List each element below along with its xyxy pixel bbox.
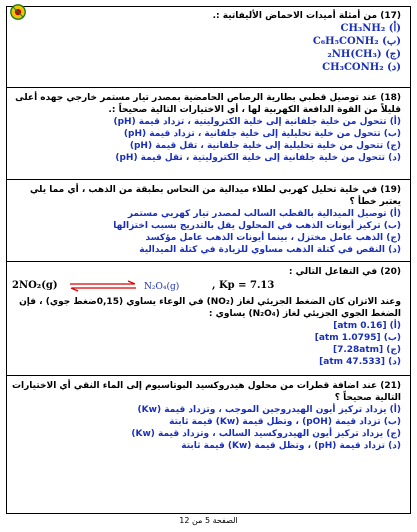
equilibrium-constant: Kp = 7.13 , [212,280,275,291]
question-21 [6,376,411,466]
question-18-option-c[interactable]: (ج) تتحول من خلية تحليلية إلى خلية جلفانية ، تقل قيمة (pH) [129,141,401,151]
question-18-stem: (18) عند توصيل قطبي بطارية الرصاص الحامضية بمصدر تيار مستمر خارجي جهده أعلى قليلاً من القوة الدافعة الكهربية لها ، أي الاختيارات التالية صحيحاً :. [15,93,401,115]
question-20-option-b[interactable]: (ب) [1.0795 atm] [314,333,401,343]
question-18 [6,88,411,180]
question-19-option-c[interactable]: (ج) الذهب عامل مختزل ، بينما أيونات الذهب عامل مؤكسد [145,233,401,243]
question-20-stem: (20) في التفاعل التالي : [288,267,401,277]
question-19-option-b[interactable]: (ب) تركيز أيونات الذهب في المحلول يقل بالتدريج بسبب اختزالها [113,221,401,231]
question-17-option-a[interactable]: (أ) CH₃NH₂ [340,23,401,34]
question-20-option-c[interactable]: (ج) [7.28atm] [332,345,401,355]
equilibrium-equation [12,278,401,296]
question-20-option-d[interactable]: (د) [47.533 atm] [319,357,401,367]
question-21-option-a[interactable]: (أ) يزداد تركيز أيون الهيدروجين الموجب ، وتزداد قيمة (Kw) [137,405,401,415]
question-19 [6,180,411,262]
question-19-stem: (19) في خلية تحليل كهربي لطلاء ميدالية من النحاس بطبقة من الذهب ، أي مما يلي يعتبر خطأ ؟ [29,185,401,207]
question-20 [6,262,411,376]
question-19-option-d[interactable]: (د) النقص في كتلة الذهب مساوي للزيادة في كتلة الميدالية [139,245,401,255]
equation-reactant: 2NO₂(g) [12,280,58,291]
page-footer: الصفحة 5 من 12 [179,516,238,525]
question-18-option-b[interactable]: (ب) تتحول من خلية تحليلية إلى خلية جلفانية ، تزداد قيمة (pH) [123,129,401,139]
question-21-option-b[interactable]: (ب) تزداد قيمة (pOH) ، وتظل قيمة (Kw) قيمة ثابتة [169,417,401,427]
question-20-option-a[interactable]: (أ) [0.16 atm] [333,321,401,331]
equilibrium-arrows-icon [68,280,138,292]
question-21-option-c[interactable]: (ج) يزداد تركيز أيون الهيدروكسيد السالب ، وتزداد قيمة (Kw) [131,429,401,439]
question-17-stem: (17) من أمثلة أميدات الاحماض الأليفاتية :. [212,11,401,21]
question-20-stem-continued: وعند الاتزان كان الضغط الجزيئي لغاز (NO₂) في الوعاء يساوي (0,15ضغط جوي) ، فإن الضغط الجوي الجزيئي لغاز (N₂O₄) يساوي : [19,297,401,319]
equation-product: N₂O₄(g) [144,282,180,292]
question-17-option-c[interactable]: (ج) (CH₃)₂NH [327,49,401,60]
question-17 [6,6,411,88]
question-21-stem: (21) عند اضافة قطرات من محلول هيدروكسيد البوتاسيوم إلى الماء النقي أي الاختيارات التالية صحيحاً ؟ [11,381,401,403]
question-21-option-d[interactable]: (د) تزداد قيمة (pH) ، وتظل قيمة (Kw) قيمة ثابتة [181,441,401,451]
question-18-option-d[interactable]: (د) تتحول من خلية جلفانية إلى خلية الكتروليتية ، تقل قيمة (pH) [115,153,401,163]
question-17-option-b[interactable]: (ب) C₆H₅CONH₂ [312,36,401,47]
question-19-option-a[interactable]: (أ) توصيل الميدالية بالقطب السالب لمصدر تيار كهربي مستمر [127,209,401,219]
question-18-option-a[interactable]: (أ) تتحول من خلية جلفانية إلى خلية الكتروليتية ، تزداد قيمة (pH) [113,117,401,127]
question-17-option-d[interactable]: (د) CH₃CONH₂ [322,62,401,73]
